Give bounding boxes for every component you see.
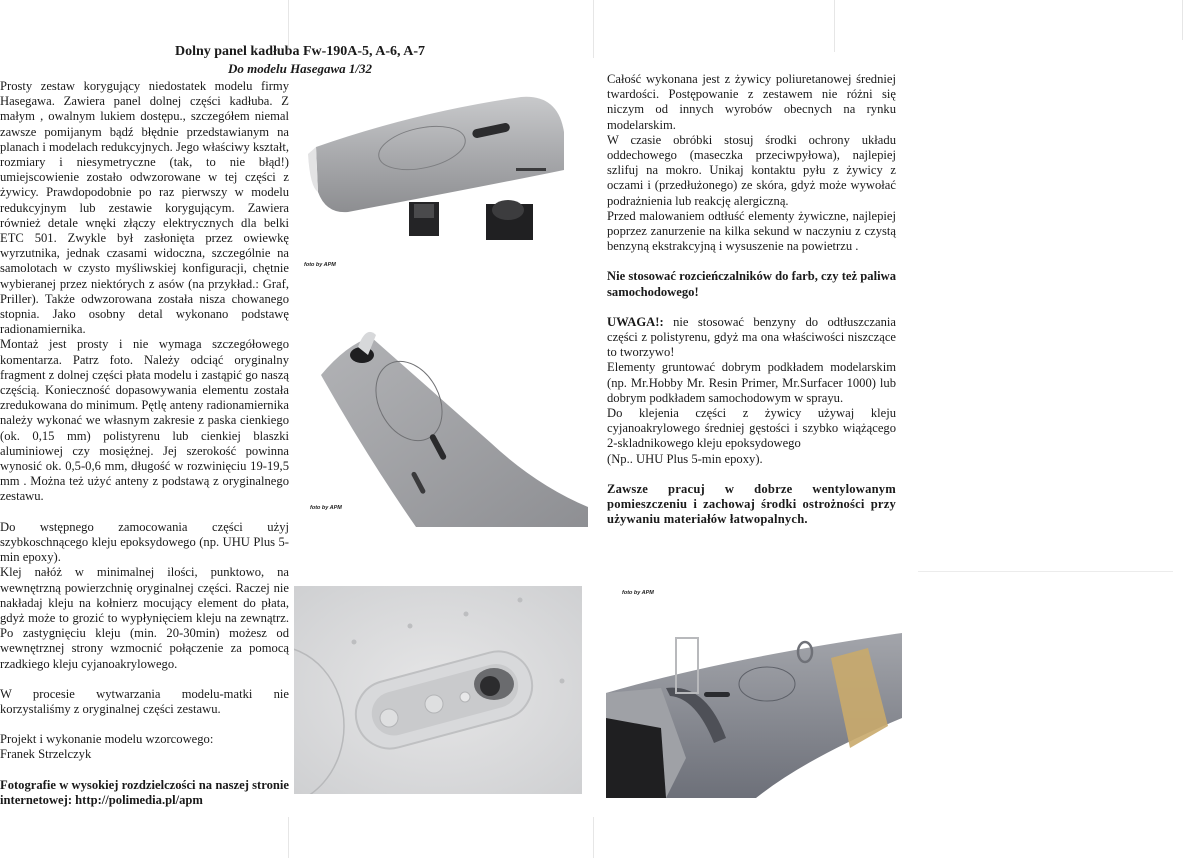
photo-caption: foto by APM xyxy=(310,505,342,511)
degrease-paragraph: Przed malowaniem odtłuść elementy żywiczne, najlepiej poprzez zanurzenie na kilka sekund w naczyniu z czystą benzyną ekstrakcyjną i wysuszenie na powietrzu . xyxy=(607,208,896,254)
solvent-warning: Nie stosować rozcieńczalników do farb, czy też paliwa samochodowego! xyxy=(607,269,896,299)
material-paragraph: Całość wykonana jest z żywicy poliuretanowej średniej twardości. Postępowanie z zestawem nie różni się niczym od innych wyrobów obecnych na rynku modelarskim. xyxy=(607,72,896,132)
panel-antenna-image xyxy=(296,315,588,527)
uwaga-text: nie stosować benzyny do odtłuszczania części z polistyrenu, gdyż ma ona właściwości niszczące to tworzywo! xyxy=(607,314,896,360)
crop-mark xyxy=(1182,0,1183,40)
photo-hatch-closeup xyxy=(294,586,582,794)
page-title: Dolny panel kadłuba Fw-190A-5, A-6, A-7 xyxy=(174,44,426,59)
photo-installed xyxy=(606,588,902,798)
photo-caption: foto by APM xyxy=(622,590,654,596)
master-paragraph: W procesie wytwarzania modelu-matki nie korzystaliśmy z oryginalnej części zestawu. xyxy=(0,686,289,716)
crop-mark xyxy=(288,817,289,858)
intro-paragraph: Prosty zestaw korygujący niedostatek modelu firmy Hasegawa. Zawiera panel dolnej części kadłuba. Z małym , owalnym lukiem dostępu., szczegółem niemal zawsze pomijanym bądź błędnie przedstawianym na planach i modelach redukcyjnych. Jego właściwy kształt, rozmiary i niesymetryczne (tak, to nie błąd!) umiejscowienie zostało odwzorowane w tej części z żywicy. Prawdopodobnie po raz pierwszy w modelu redukcyjnym lub zestawie korygującym. Zawiera również detale wnęki złączy elektrycznych dla belki ETC 501. Zwykle był zasłonięta przez owiewkę wyrzutnika, jednak czasami widoczna, szczególnie na samolotach w czysto myśliwskiej konfiguracji, chętnie wybieranej przez niektórych z asów (na przykład.: Graf, Priller). Także odwzorowana została nisza chowanego stopnia. Jako osobny detal wykonano podstawę radionamiernika. xyxy=(0,79,289,337)
crop-mark xyxy=(593,817,594,858)
photo-caption: foto by APM xyxy=(304,262,336,268)
page-subtitle: Do modelu Hasegawa 1/32 xyxy=(227,61,373,76)
photo-panel-antenna xyxy=(296,315,588,527)
credits-line-1: Projekt i wykonanie modelu wzorcowego: xyxy=(0,732,214,747)
hatch-closeup-image xyxy=(294,586,582,794)
right-text-column xyxy=(607,72,896,527)
glue-paragraph: Do wstępnego zamocowania części użyj szybkoschnącego kleju epoksydowego (np. UHU Plus 5-min epoxy). xyxy=(0,519,289,565)
crop-mark xyxy=(918,571,1173,572)
assembly-paragraph: Montaż jest prosty i nie wymaga szczegółowego komentarza. Patrz foto. Należy odciąć oryginalny fragment z dolnej części płata modelu i zastąpić go naszą częścią. Konieczność dopasowywania elementu została zredukowana do minimum. Pętlę anteny radionamiernika należy wykonać we własnym zakresie z paska cienkiego (ok. 0,15 mm) polistyrenu lub cienkiej blaszki aluminiowej czy mosiężnej. Jej szerokość powinna wynosić ok. 0,5-0,6 mm, długość w rozwinięciu 19-19,5 mm . Można też użyć anteny z podstawą z oryginalnego zestawu. xyxy=(0,337,289,504)
credits-line-2: Franek Strzelczyk xyxy=(0,747,92,762)
photo-panel-parts xyxy=(296,92,588,274)
uwaga-paragraph xyxy=(607,315,896,361)
installed-image xyxy=(606,588,902,798)
left-text-column xyxy=(0,79,289,808)
crop-mark xyxy=(834,0,835,52)
uwaga-label: UWAGA!: xyxy=(607,314,664,329)
ventilation-warning: Zawsze pracuj w dobrze wentylowanym pomieszczeniu i zachowaj środki ostrożności przy używaniu materiałów łatwopalnych. xyxy=(607,481,896,527)
adhesive-paragraph-end: (Np.. UHU Plus 5-min epoxy). xyxy=(607,451,763,466)
safety-paragraph: W czasie obróbki stosuj środki ochrony układu oddechowego (maseczka przeciwpyłowa), najlepiej szlifuj na mokro. Unikaj kontaktu pyłu z żywicy z oczami i (przedłużonego) ze skóra, gdyż może wywołać podrażnienia lub reakcję alergiczną. xyxy=(607,132,896,208)
adhesive-paragraph: Do klejenia części z żywicy używaj kleju cyjanoakrylowego średniej gęstości i szybko wiążącego 2-skladnikowego kleju epoksydowego xyxy=(607,406,896,451)
website-note: Fotografie w wysokiej rozdzielczości na naszej stronie internetowej: http://polimedia.pl/apm xyxy=(0,777,289,807)
panel-parts-image xyxy=(296,92,588,274)
crop-mark xyxy=(288,0,289,50)
primer-paragraph: Elementy gruntować dobrym podkładem modelarskim (np. Mr.Hobby Mr. Resin Primer, Mr.Surfacer 1000) lub dobrym podkładem samochodowym w sprayu. xyxy=(607,360,896,405)
glue-detail-paragraph: Klej nałóż w minimalnej ilości, punktowo, na wewnętrzną powierzchnię oryginalnej części. Raczej nie nakładaj kleju na kołnierz mocujący element do płata, gdyż może to grozić to wypłynięciem kleju na zewnątrz. Po zastygnięciu kleju (min. 20-30min) możesz od wewnętrznej strony wzmocnić połączenie za pomocą rzadkiego kleju cyjanoakrylowego. xyxy=(0,565,289,671)
